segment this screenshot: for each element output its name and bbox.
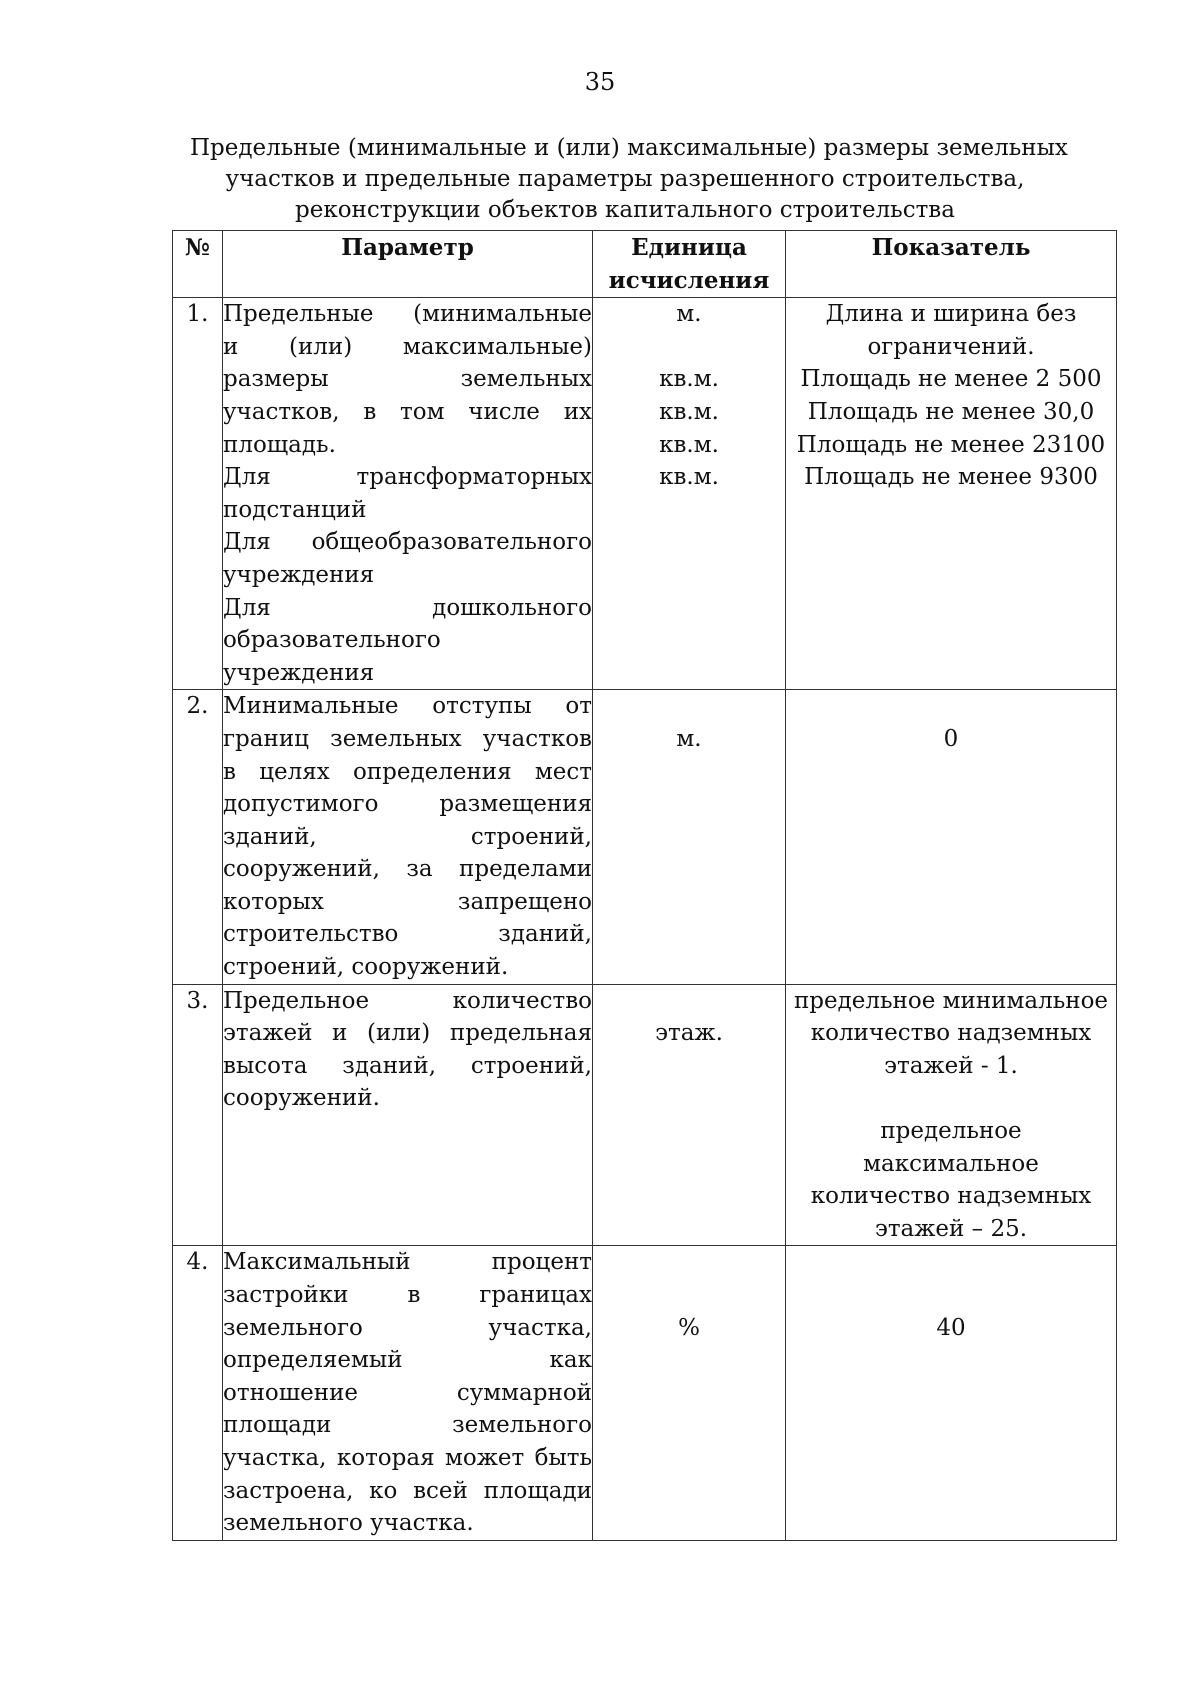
row-parameter bbox=[223, 984, 593, 1246]
parameter-line: Предельное количество bbox=[223, 987, 592, 1014]
parameter-line: участка, которая может быть bbox=[223, 1444, 592, 1471]
row-value bbox=[786, 690, 1117, 984]
parameter-line: границ земельных участков bbox=[223, 725, 592, 752]
value-line: количество надземных bbox=[810, 1183, 1092, 1210]
unit-spacer bbox=[593, 1246, 785, 1279]
row-unit bbox=[593, 984, 786, 1246]
parameter-line: Для дошкольного bbox=[223, 594, 592, 621]
parameter-line: размеры земельных bbox=[223, 366, 592, 393]
parameter-line: площадь. bbox=[223, 431, 336, 458]
parameter-line: участков, в том числе их bbox=[223, 398, 592, 425]
value-line: Длина и ширина без bbox=[825, 301, 1077, 328]
unit-line: кв.м. bbox=[659, 398, 719, 425]
parameters-table bbox=[172, 230, 1117, 1541]
parameter-line: Для трансформаторных bbox=[223, 464, 592, 491]
parameter-line: застройки в границах bbox=[223, 1282, 592, 1308]
unit-line: м. bbox=[676, 725, 702, 752]
header-number: № bbox=[173, 231, 223, 298]
value-line: максимальное bbox=[863, 1150, 1039, 1177]
parameter-line: в целях определения мест bbox=[223, 758, 592, 785]
value-line: количество надземных bbox=[810, 1020, 1092, 1047]
unit-spacer bbox=[593, 985, 785, 1018]
value-spacer bbox=[786, 1279, 1116, 1312]
parameter-line: Для общеобразовательного bbox=[223, 529, 592, 556]
value-line: 0 bbox=[943, 725, 959, 752]
title-line: реконструкции объектов капитального строительства bbox=[295, 197, 955, 223]
row-value bbox=[786, 1246, 1117, 1540]
row-unit bbox=[593, 298, 786, 690]
unit-spacer bbox=[593, 690, 785, 723]
value-line: ограничений. bbox=[867, 333, 1035, 360]
table-row bbox=[173, 984, 1117, 1246]
parameter-line: допустимого размещения bbox=[223, 791, 592, 818]
parameter-line: земельного участка, bbox=[223, 1314, 592, 1341]
value-spacer bbox=[786, 1246, 1116, 1279]
header-parameter: Параметр bbox=[223, 231, 593, 298]
parameter-line: этажей и (или) предельная bbox=[223, 1020, 592, 1047]
parameter-line: застроена, ко всей площади bbox=[223, 1477, 592, 1504]
parameter-line: Минимальные отступы от bbox=[223, 693, 592, 720]
value-line: Площадь не менее 9300 bbox=[804, 464, 1098, 491]
parameter-line: которых запрещено bbox=[223, 888, 592, 915]
value-line: этажей – 25. bbox=[874, 1215, 1028, 1242]
value-line: Площадь не менее 23100 bbox=[796, 431, 1106, 458]
row-value bbox=[786, 984, 1117, 1246]
parameter-line: и (или) максимальные) bbox=[223, 333, 592, 360]
parameter-line: отношение суммарной bbox=[223, 1379, 592, 1406]
row-parameter bbox=[223, 690, 593, 984]
title-line: Предельные (минимальные и (или) максимальные) размеры земельных bbox=[190, 135, 1068, 161]
row-unit bbox=[593, 690, 786, 984]
header-unit bbox=[593, 231, 786, 298]
unit-spacer bbox=[593, 1279, 785, 1312]
row-unit bbox=[593, 1246, 786, 1540]
parameter-line: высота зданий, строений, bbox=[223, 1052, 592, 1079]
unit-line: м. bbox=[676, 301, 702, 328]
header-unit-line: исчисления bbox=[608, 266, 770, 294]
unit-line: кв.м. bbox=[659, 464, 719, 491]
row-number: 4. bbox=[173, 1246, 223, 1540]
unit-spacer bbox=[593, 331, 785, 364]
table-row bbox=[173, 690, 1117, 984]
header-unit-line: Единица bbox=[631, 234, 747, 261]
value-spacer bbox=[786, 690, 1116, 723]
unit-line: этаж. bbox=[655, 1020, 723, 1047]
value-spacer bbox=[786, 1082, 1116, 1115]
unit-line: кв.м. bbox=[659, 431, 719, 458]
value-line: Площадь не менее 2 500 bbox=[800, 366, 1102, 393]
table-row bbox=[173, 1246, 1117, 1540]
parameter-line: зданий, строений, bbox=[223, 823, 592, 850]
parameter-line: подстанций bbox=[223, 496, 367, 523]
value-line: предельное bbox=[880, 1118, 1022, 1145]
value-line: 40 bbox=[936, 1314, 966, 1341]
parameter-line: Предельные (минимальные bbox=[223, 301, 592, 328]
parameter-line: земельного участка. bbox=[223, 1510, 474, 1537]
parameter-line: строений, сооружений. bbox=[223, 954, 509, 981]
parameter-line: Максимальный процент bbox=[223, 1249, 592, 1276]
header-value: Показатель bbox=[786, 231, 1117, 298]
table-row bbox=[173, 298, 1117, 690]
parameter-line: учреждения bbox=[223, 561, 375, 588]
page-number: 35 bbox=[584, 68, 616, 96]
parameter-line: сооружений. bbox=[223, 1085, 380, 1112]
parameter-line: определяемый как bbox=[223, 1347, 592, 1374]
row-number: 3. bbox=[173, 984, 223, 1246]
parameter-line: образовательного bbox=[223, 627, 441, 654]
value-line: Площадь не менее 30,0 bbox=[807, 398, 1095, 425]
title-line: участков и предельные параметры разрешенного строительства, bbox=[225, 166, 1025, 192]
row-number: 1. bbox=[173, 298, 223, 690]
row-parameter bbox=[223, 1246, 593, 1540]
value-line: этажей - 1. bbox=[884, 1052, 1018, 1079]
value-line: предельное минимальное bbox=[793, 987, 1109, 1014]
row-parameter bbox=[223, 298, 593, 690]
parameter-line: строительство зданий, bbox=[223, 921, 592, 948]
row-value bbox=[786, 298, 1117, 690]
document-title bbox=[190, 133, 1068, 226]
unit-line: кв.м. bbox=[659, 366, 719, 393]
parameter-line: площади земельного bbox=[223, 1412, 592, 1439]
row-number: 2. bbox=[173, 690, 223, 984]
parameter-line: учреждения bbox=[223, 659, 375, 686]
unit-line: % bbox=[678, 1314, 700, 1341]
parameter-line: сооружений, за пределами bbox=[223, 856, 592, 883]
table-header-row bbox=[173, 231, 1117, 298]
